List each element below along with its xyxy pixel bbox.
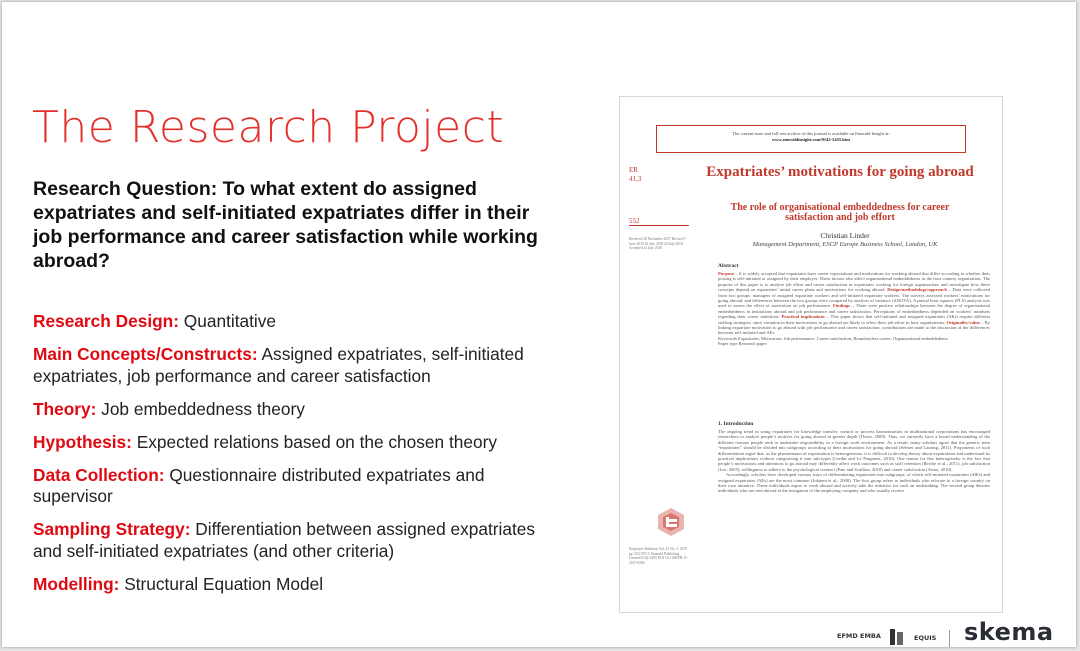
design-text: – Data were collected from two groups: managers of assigned expatriate workers and self-initiated expatriate workers. The surveys assessed workers’ motivations for going abroad, and differences between the two groups were compared by analysis of variance (ANOVA). A partial least squares (PLS) analysis was used to assess the effect of motivation on job performance. (718, 287, 990, 309)
intro-heading: 1. Introduction (718, 421, 754, 427)
design-label: Design/methodology/approach (887, 287, 947, 293)
item-label: Data Collection: (33, 464, 165, 485)
list-item-modelling (33, 574, 553, 596)
footer-divider (949, 630, 950, 647)
item-label: Main Concepts/Constructs: (33, 344, 258, 364)
item-label: Research Design: (33, 311, 179, 331)
publisher-note: Employee Relations Vol. 41 No. 3, 2019 pp. 552-570 © Emerald Publishing Limited 0142-5455 DOI 10.1108/ER-11-2017-0284 (629, 547, 689, 565)
item-value: Assigned expatriates, self-initiated expatriates, job performance and career satisfaction (33, 344, 524, 386)
slide (2, 2, 1076, 647)
list-item-main-concepts (33, 344, 553, 387)
item-value: Structural Equation Model (119, 573, 324, 594)
item-value: Quantitative (179, 311, 277, 331)
journal-code: ER (629, 166, 638, 174)
originality-text: – By linking expatriate motivation to go abroad with job performance and career satisfaction, contributions are made to the discussion of the differences between self-initiated and AEs. (718, 319, 990, 336)
journal-volume: 41,3 (629, 175, 642, 183)
research-question: Research Question: To what extent do assigned expatriates and self-initiated expatriates differ in their job performance and career satisfaction while working abroad? (33, 178, 538, 272)
article-dates: Received 28 November 2017 Revised 7 June 2018 16 July 2018 20 July 2018 Accepted 24 July 2018 (629, 237, 687, 250)
list-item-data-collection (33, 465, 553, 508)
efmd-logo: EFMD EMBA (837, 632, 881, 640)
equis-logo: EQUIS (914, 634, 937, 642)
journal-header-box (656, 125, 966, 153)
article-page (619, 96, 1003, 613)
item-value: Expected relations based on the chosen theory (131, 431, 497, 452)
list-item-theory (33, 399, 553, 421)
intro-text (718, 429, 990, 494)
originality-label: Originality/value (946, 319, 980, 325)
item-label: Hypothesis: (33, 431, 132, 452)
page-number: 552 (629, 217, 689, 226)
slide-title: The Research Project (32, 102, 505, 153)
paper-type: Paper type Research paper (718, 341, 767, 347)
article-title: Expatriates’ motivations for going abroad (706, 164, 974, 180)
item-value: Differentiation between assigned expatriates and self-initiated expatriates (and other criteria) (33, 519, 536, 561)
project-details-list (33, 311, 553, 607)
skema-logo: skema (964, 618, 1054, 646)
aacsb-logo-icon (889, 628, 905, 646)
abstract-heading: Abstract (718, 263, 739, 269)
practical-label: Practical implications (781, 314, 825, 320)
list-item-hypothesis (33, 432, 553, 454)
findings-text: – There were positive relationships between the degree of organisational embeddedness in institutions abroad and job performance and career satisfaction. Perceptions of embeddedness depended on workers’ mindsets regarding their career ambitions. (718, 303, 991, 320)
purpose-label: Purpose (718, 271, 735, 276)
item-label: Theory: (33, 398, 97, 419)
item-value: Questionnaire distributed expatriates and supervisor (33, 464, 485, 506)
abstract-text (718, 271, 990, 347)
article-affiliation: Management Department, ESCP Europe Business School, London, UK (752, 241, 938, 248)
item-label: Modelling: (33, 573, 120, 594)
keywords: Keywords Expatriates, Motivation, Job performance, Career satisfaction, Boundaryless career, Organizational embeddedness (718, 335, 948, 341)
intro-paragraph: The ongoing trend in using expatriates for knowledge transfer, control or process harmonisation in multinational corporations has encouraged researchers to analyse people’s motives for going abroad in greater depth (Thorn, 2009). Thus, we currently have a broad understanding of the different reasons people seek to undertake responsibility in a foreign work environment. As a result, many scholars agree that the generic term “expatriates” should be divided into subgroups according to their motivations for going abroad (Selmer and Lauring, 2011). Proponents of such differentiation argue that, as the phenomenon of expatriation is heterogeneous, it is difficult to develop theory about expatriation and understand its practical implications without categorising it into sub-types (Cerdin and Le Pargneux, 2010). One reason for this heterogeneity is the fact that people’s motivations and intentions to go abroad may differently affect work outcomes such as staff retention (Reiche et al., 2011), job satisfaction (Lee, 2005), willingness to adhere to the psychological contract (Pate and Scullion, 2010) and career satisfaction (Arino, 2010). (718, 429, 990, 472)
item-label: Sampling Strategy: (33, 519, 191, 539)
header-url: www.emeraldinsight.com/0142-5455.htm (771, 137, 851, 142)
header-line: The current issue and full text archive of this journal is available on Emerald Insight at: (732, 131, 890, 136)
purpose-text: – It is widely accepted that expatriates have career expectations and motivations for working abroad that differ according to whether their posting is self-initiated or assigned by their employer. These factors also affect organisational embeddedness in the host country organisation. The purpose of this paper is to analyse job effort and career satisfaction in expatriates working for foreign organisations and investigate how these concepts depend on expatriates’ initial career plans and motivations for working abroad. (718, 271, 990, 293)
emerald-logo (656, 507, 686, 537)
findings-label: Findings (832, 303, 851, 309)
article-subtitle: The role of organisational embeddedness for career satisfaction and job effort (730, 202, 950, 223)
practical-text: – This paper shows that self-initiated and assigned expatriates (AEs) require different staffing strategies, since variation in their motivations to go abroad are likely to affect their job effort in host organisations. (718, 314, 990, 325)
list-item-research-design (33, 311, 553, 333)
item-value: Job embeddedness theory (96, 398, 305, 419)
article-author: Christian Linder (820, 231, 870, 240)
intro-paragraph-2: Accordingly, scholars have developed various ways of differentiating expatriates into subgroups, of which self-initiated expatriates (SIEs) and assigned expatriates (AEs) are the most common (Jokinen et al., 2008). The first group refers to individuals who relocate to a foreign country on their own initiative. These individuals aspire to work abroad and actively take the initiative for such an undertaking. The second group denotes individuals who are sent abroad at the instigation of the employing company and who usually receive (718, 472, 990, 494)
list-item-sampling-strategy (33, 519, 553, 562)
